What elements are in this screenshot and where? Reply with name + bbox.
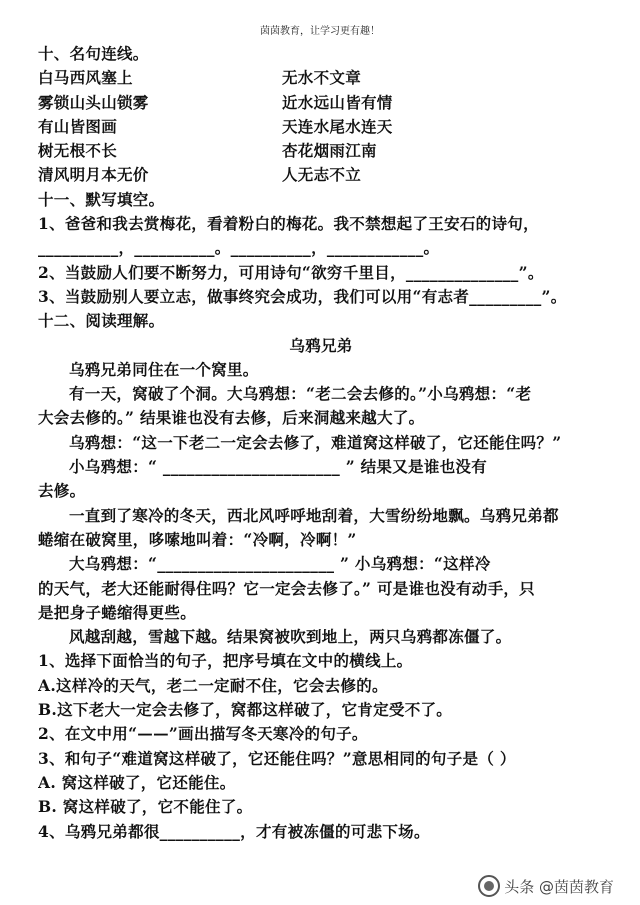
match-right: 无水不文章 bbox=[282, 68, 362, 88]
worksheet bbox=[38, 42, 604, 844]
match-left: 有山皆图画 bbox=[38, 116, 118, 136]
match-right: 人无志不立 bbox=[282, 165, 362, 185]
match-left: 树无根不长 bbox=[38, 141, 118, 161]
passage-title: 乌鸦兄弟 bbox=[289, 335, 353, 355]
match-left: 清风明月本无价 bbox=[38, 165, 149, 185]
match-right: 杏花烟雨江南 bbox=[282, 141, 377, 161]
question-line: A.这样冷的天气，老二一定耐不住，它会去修的。 bbox=[38, 675, 388, 695]
section-11-heading: 十一、默写填空。 bbox=[38, 189, 165, 209]
passage-line: 的天气，老大还能耐得住吗？它一定会去修了。” 可是谁也没有动手，只 bbox=[38, 578, 535, 598]
match-row bbox=[38, 66, 604, 90]
question-line: 1、选择下面恰当的句子，把序号填在文中的横线上。 bbox=[38, 651, 413, 671]
question-line: A. 窝这样破了，它还能住。 bbox=[38, 772, 236, 792]
watermark-text: 头条 @茵茵教育 bbox=[504, 877, 614, 896]
question-line: 2、在文中用“——”画出描写冬天寒冷的句子。 bbox=[38, 724, 368, 744]
match-left: 白马西风塞上 bbox=[38, 68, 133, 88]
page-header: 茵茵教育，让学习更有趣！ bbox=[260, 26, 380, 37]
passage-line: 一直到了寒冷的冬天，西北风呼呼地刮着，大雪纷纷地飘。乌鸦兄弟都 bbox=[69, 505, 559, 525]
fill-blank-line: 2、当鼓励人们要不断努力，可用诗句“欲穷千里目，______________”。 bbox=[38, 262, 544, 282]
passage-line: 乌鸦想：“这一下老二一定会去修了，难道窝这样破了，它还能住吗？” bbox=[69, 432, 562, 452]
passage-line: 蜷缩在破窝里，哆嗦地叫着：“冷啊，冷啊！” bbox=[38, 529, 357, 549]
circle-logo-icon bbox=[478, 875, 500, 897]
match-row bbox=[38, 163, 604, 187]
fill-blank-line: 3、当鼓励别人要立志，做事终究会成功，我们可以用“有志者_________”。 bbox=[38, 286, 567, 306]
passage-line: 是把身子蜷缩得更些。 bbox=[38, 602, 197, 622]
question-line: B. 窝这样破了，它不能住了。 bbox=[38, 797, 253, 817]
section-12-heading: 十二、阅读理解。 bbox=[38, 311, 165, 331]
match-row bbox=[38, 139, 604, 163]
watermark bbox=[478, 875, 614, 897]
passage-line: 小乌鸦想：“ ______________________ ” 结果又是谁也没有 bbox=[69, 457, 488, 477]
match-row bbox=[38, 91, 604, 115]
question-line: 4、乌鸦兄弟都很__________，才有被冻僵的可悲下场。 bbox=[38, 821, 430, 841]
fill-blank-line: 1、爸爸和我去赏梅花，看着粉白的梅花。我不禁想起了王安石的诗句， bbox=[38, 214, 539, 234]
fill-blank-line: __________，__________。__________，____________。 bbox=[38, 238, 440, 258]
question-line: B.这下老大一定会去修了，窝都这样破了，它肯定受不了。 bbox=[38, 700, 453, 720]
section-10-heading: 十、名句连线。 bbox=[38, 44, 149, 63]
match-right: 天连水尾水连天 bbox=[282, 116, 393, 136]
passage-line: 有一天，窝破了个洞。大乌鸦想：“老二会去修的。”小乌鸦想：“老 bbox=[69, 384, 532, 404]
passage-line: 大会去修的。” 结果谁也没有去修，后来洞越来越大了。 bbox=[38, 408, 425, 428]
match-right: 近水远山皆有情 bbox=[282, 92, 393, 112]
question-line: 3、和句子“难道窝这样破了，它还能住吗？”意思相同的句子是（ ） bbox=[38, 748, 516, 768]
match-row bbox=[38, 115, 604, 139]
passage-line: 去修。 bbox=[38, 481, 86, 501]
match-left: 雾锁山头山锁雾 bbox=[38, 92, 149, 112]
passage-line: 风越刮越，雪越下越。结果窝被吹到地上，两只乌鸦都冻僵了。 bbox=[69, 627, 512, 647]
passage-line: 大乌鸦想：“______________________ ” 小乌鸦想：“这样冷 bbox=[69, 554, 491, 574]
passage-line: 乌鸦兄弟同住在一个窝里。 bbox=[69, 359, 259, 379]
